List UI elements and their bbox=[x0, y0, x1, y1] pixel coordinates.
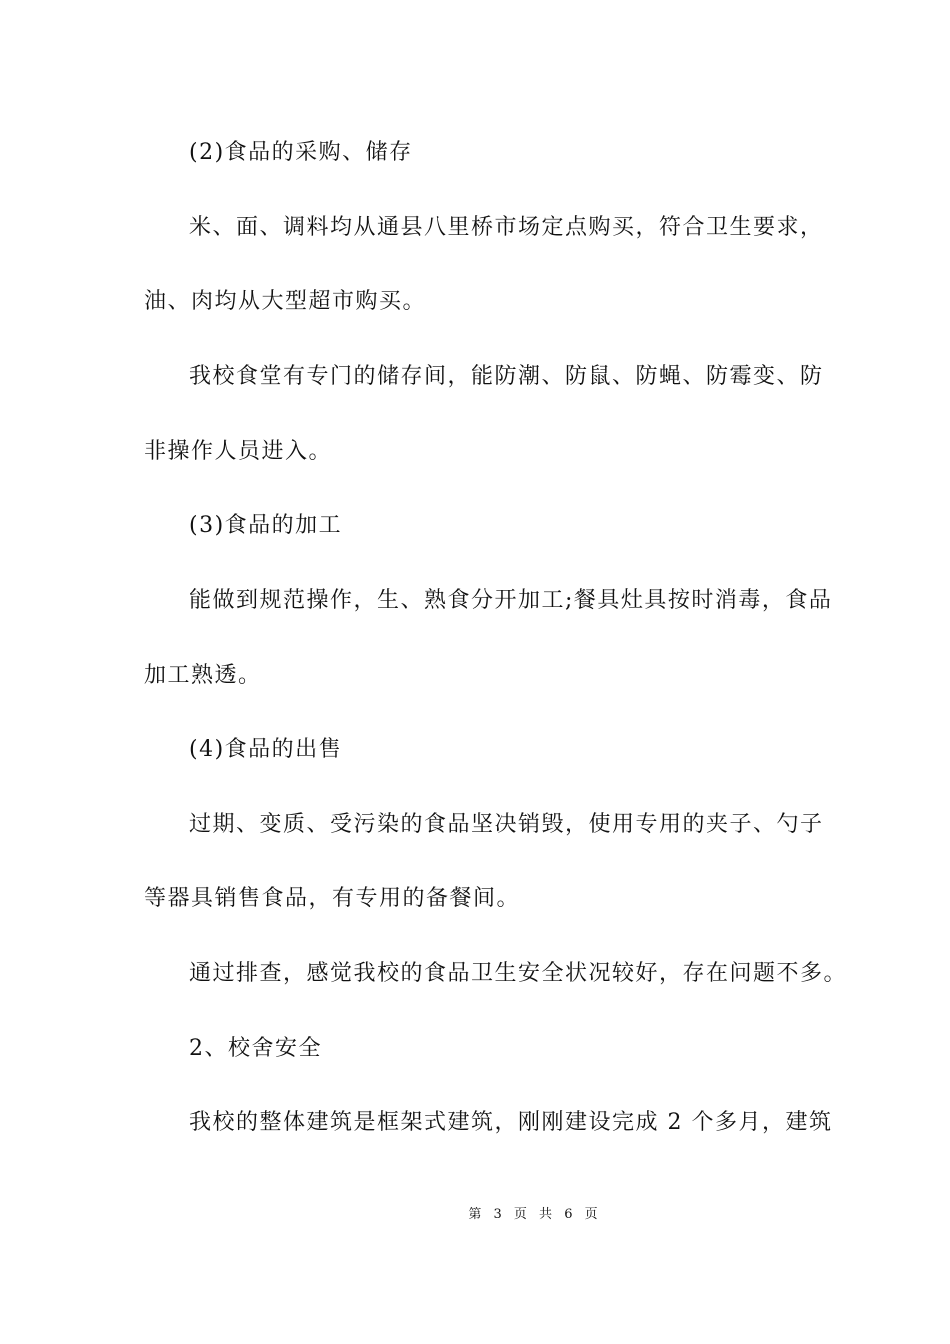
paragraph-line: 等器具销售食品，有专用的备餐间。 bbox=[144, 886, 521, 911]
paragraph-line: 我校的整体建筑是框架式建筑，刚刚建设完成 2 个多月，建筑 bbox=[189, 1110, 833, 1135]
page-footer: 第 3 页 共 6 页 bbox=[468, 1207, 602, 1222]
section-heading-processing: (3)食品的加工 bbox=[189, 513, 343, 538]
paragraph-line: 油、肉均从大型超市购买。 bbox=[144, 289, 427, 314]
paragraph-line: 我校食堂有专门的储存间，能防潮、防鼠、防蝇、防霉变、防 bbox=[189, 364, 824, 389]
paragraph-line: 非操作人员进入。 bbox=[144, 439, 333, 464]
paragraph-line: 通过排查，感觉我校的食品卫生安全状况较好，存在问题不多。 bbox=[189, 961, 848, 986]
paragraph-line: 加工熟透。 bbox=[144, 663, 262, 688]
paragraph-line: 能做到规范操作，生、熟食分开加工;餐具灶具按时消毒，食品 bbox=[189, 588, 833, 613]
section-heading-procurement: (2)食品的采购、储存 bbox=[189, 140, 413, 165]
paragraph-line: 米、面、调料均从通县八里桥市场定点购买，符合卫生要求， bbox=[189, 215, 824, 240]
section-heading-building-safety: 2、校舍安全 bbox=[189, 1036, 322, 1061]
paragraph-line: 过期、变质、受污染的食品坚决销毁，使用专用的夹子、勺子 bbox=[189, 812, 824, 837]
section-heading-sales: (4)食品的出售 bbox=[189, 737, 343, 762]
